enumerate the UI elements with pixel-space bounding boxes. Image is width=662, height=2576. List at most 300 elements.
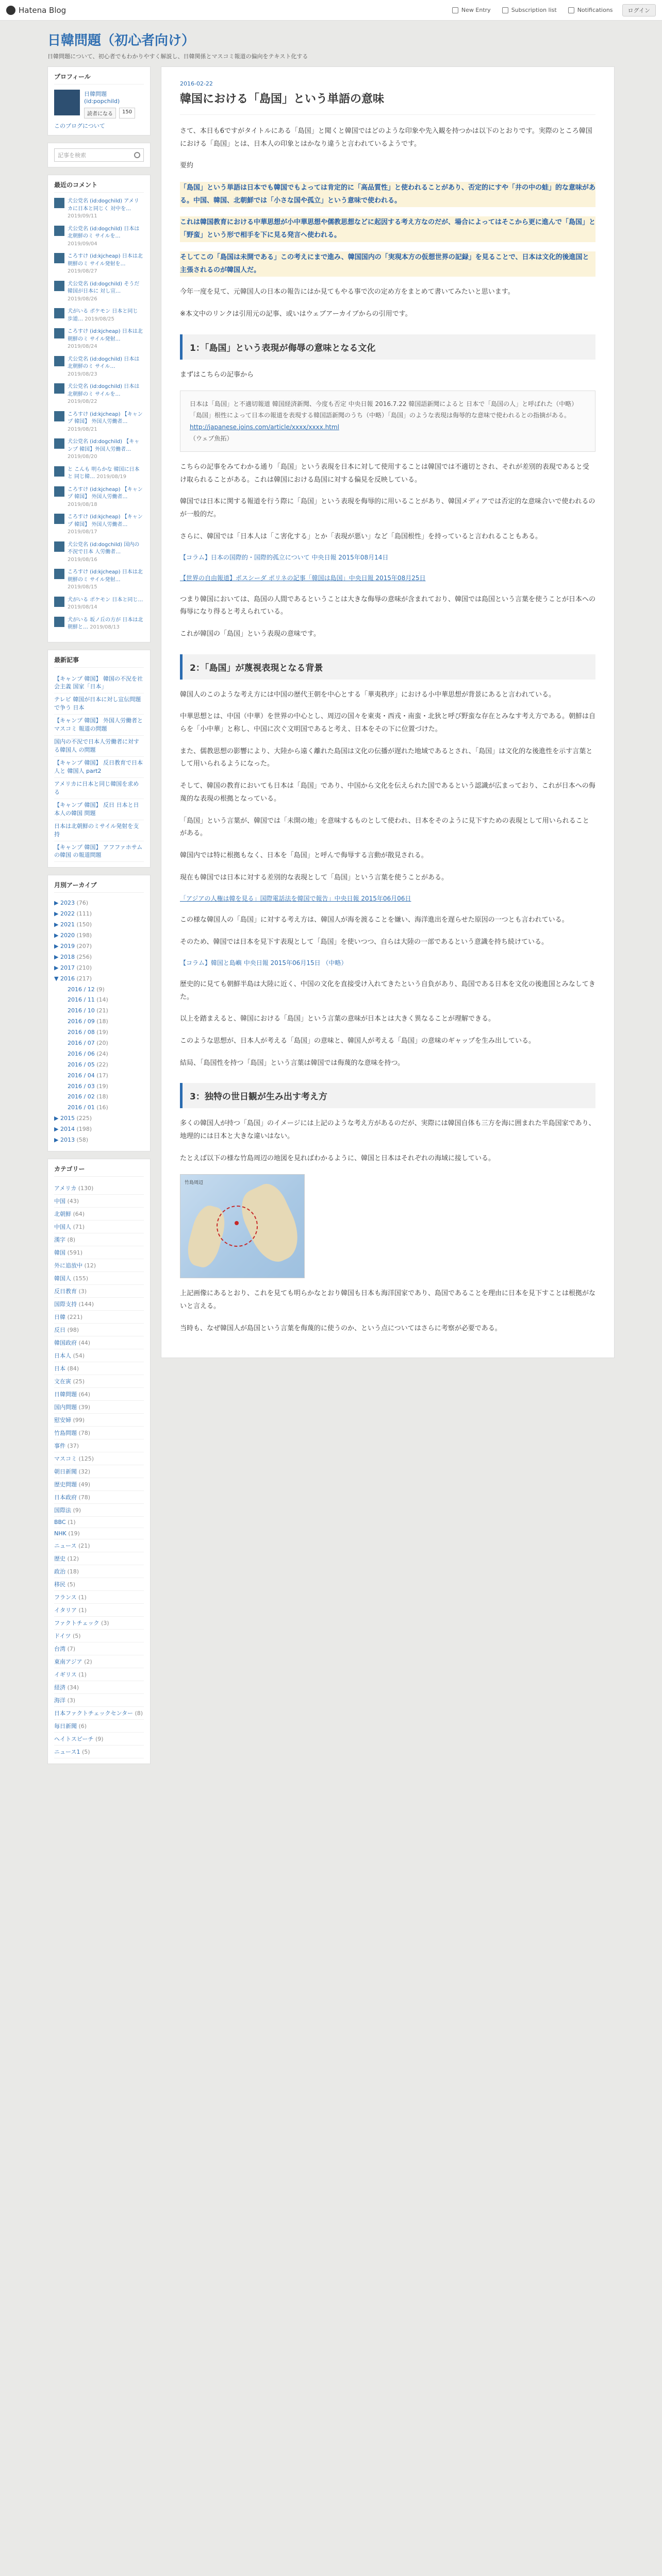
archive-item[interactable]: [54, 1103, 144, 1113]
category-count: (144): [78, 1300, 94, 1308]
category-item[interactable]: [54, 1182, 144, 1195]
archive-item[interactable]: [54, 974, 144, 985]
archive-label: ▶ 2017: [54, 964, 75, 971]
category-label: 外に追放中: [54, 1262, 82, 1269]
recent-list: [54, 673, 144, 862]
comment-item[interactable]: [54, 466, 144, 481]
recent-entry-link[interactable]: 【キャンプ 韓国】 外国人労働者とマスコミ 報道の問題: [54, 715, 144, 736]
category-item[interactable]: [54, 1565, 144, 1578]
comment-date: 2019/08/16: [68, 556, 97, 563]
comment-item[interactable]: [54, 617, 144, 632]
category-item[interactable]: [54, 1336, 144, 1349]
quote-text: 日本は「島国」と不適切報道 韓国経済新聞、今度も否定 中央日報 2016.7.22 韓国語新聞によると 日本で「島国の人」と呼ばれた（中略）「島国」根性によって日本の報道を表現する韓国語新聞のうち（中略）「島国」のような表現は侮辱的な意味で使われるとの指摘がある。: [190, 400, 578, 419]
archive-item[interactable]: [54, 995, 144, 1006]
archive-item[interactable]: [54, 1124, 144, 1135]
body-paragraph: この様な韓国人の「島国」に対する考え方は、韓国人が海を渡ることを嫌い、海洋進出を遅らせた原因の一つとも言われている。: [180, 916, 569, 924]
archive-count: (19): [96, 1029, 108, 1036]
entry-date[interactable]: 2016-02-22: [180, 80, 213, 87]
category-label: 韓国: [54, 1249, 65, 1256]
category-label: ニュース: [54, 1542, 77, 1549]
body-paragraph: ※本文中のリンクは引用元の記事、或いはウェブアーカイブからの引用です。: [180, 310, 412, 318]
sidebar: [47, 66, 151, 1771]
archive-count: (18): [96, 1018, 108, 1025]
category-item[interactable]: [54, 1298, 144, 1311]
archive-count: (17): [96, 1072, 108, 1079]
archive-module: [47, 875, 151, 1151]
archive-label: 2016 / 09: [68, 1018, 95, 1025]
comment-text[interactable]: [68, 198, 144, 221]
comment-avatar[interactable]: [54, 597, 64, 607]
body-paragraph: 結局、「島国性を持つ「島国」という言葉は韓国では侮蔑的な意味を持つ。: [180, 1059, 404, 1067]
comment-text[interactable]: [68, 597, 144, 612]
category-count: (98): [67, 1326, 79, 1333]
topbar: [0, 0, 662, 21]
comment-avatar[interactable]: [54, 308, 64, 318]
notifications-button[interactable]: [568, 7, 613, 13]
section-heading-3: 3：独特の世日観が生み出す考え方: [180, 1083, 595, 1108]
list-icon: [502, 7, 508, 13]
body-paragraph: このような思想が、日本人が考える「島国」の意味と、韓国人が考える「島国」の意味のギャップを生み出している。: [180, 1037, 536, 1045]
category-label: 日本ファクトチェックセンター: [54, 1709, 134, 1717]
category-label: 北朝鮮: [54, 1210, 71, 1217]
comment-text[interactable]: [68, 226, 144, 248]
citation-link[interactable]: 【世界の自由報道】ポスシーダ ポリネの記事「韓国は島国」中央日報 2015年08月25日: [180, 574, 426, 582]
category-count: (32): [78, 1468, 91, 1475]
pencil-icon: [452, 7, 458, 13]
category-item[interactable]: [54, 1642, 144, 1655]
comment-date: 2019/08/23: [68, 371, 97, 377]
archive-item[interactable]: [54, 963, 144, 974]
category-item[interactable]: [54, 1681, 144, 1694]
category-item[interactable]: [54, 1388, 144, 1401]
comment-body: 犬がいる ポケモン 日本と同じ…: [68, 597, 143, 603]
category-item[interactable]: [54, 1349, 144, 1362]
category-label: 海洋: [54, 1697, 65, 1704]
category-item[interactable]: [54, 1311, 144, 1324]
summary-paragraph-3: そしてこの「島国は未開である」この考えにまで進み、韓国国内の「実現本方の仮想世界の記録」を見ることで、日本は文化的後進国と主張されるのが韓国人だ。: [180, 251, 595, 277]
blog-description: 日韓問題について、初心者でもわかりやすく解説し、日韓関係とマスコミ報道の偏向をテキスト化する: [47, 53, 308, 60]
category-item[interactable]: [54, 1427, 144, 1439]
recent-entry-link[interactable]: 【キャンプ 韓国】 反日 日本と日本人の韓国 問題: [54, 799, 144, 820]
search-icon[interactable]: [134, 152, 140, 158]
archive-item[interactable]: [54, 1092, 144, 1103]
category-label: 韓国政府: [54, 1339, 77, 1346]
profile-heading: プロフィール: [54, 72, 144, 84]
category-label: イタリア: [54, 1606, 77, 1614]
category-item[interactable]: [54, 1375, 144, 1388]
category-count: (12): [84, 1262, 96, 1269]
archive-item[interactable]: [54, 1006, 144, 1016]
new-entry-button[interactable]: [452, 7, 491, 13]
recent-entry-link[interactable]: 【キャンプ 韓国】 韓国の不況を社会主義 国家「日本」: [54, 673, 144, 694]
comment-text[interactable]: [68, 438, 144, 461]
archive-item[interactable]: [54, 1081, 144, 1092]
category-label: 日韓: [54, 1313, 65, 1320]
category-item[interactable]: [54, 1272, 144, 1285]
category-item[interactable]: [54, 1452, 144, 1465]
body-paragraph: また、儒教思想の影響により、大陸から遠く離れた島国は文化の伝播が遅れた地域であるとされ、「島国」は文化的な後進性を示す言葉として用いられるようになった。: [180, 747, 593, 768]
category-label: 日韓問題: [54, 1391, 77, 1398]
comment-body: 犬公党名 (id:dogchild) 日本は北朝鮮のミ サイルを…: [68, 384, 140, 397]
archive-label: ▶ 2015: [54, 1115, 75, 1122]
category-item[interactable]: [54, 1285, 144, 1298]
comment-item[interactable]: [54, 253, 144, 276]
body-paragraph: 韓国では日本に関する報道を行う際に「島国」という表現を侮辱的に用いることがあり、韓国メディアでは否定的な意味合いで使われるのが一般的だ。: [180, 498, 595, 519]
citation-link[interactable]: 「アジアの人権は韓を見る」国際電話法を韓国で報告」中央日報 2015年06月06日: [180, 895, 411, 903]
category-label: ニュース1: [54, 1748, 80, 1755]
archive-count: (58): [76, 1136, 89, 1143]
category-label: 文在寅: [54, 1378, 71, 1385]
category-count: (6): [78, 1722, 87, 1730]
comment-avatar[interactable]: [54, 541, 64, 552]
category-count: (1): [78, 1594, 87, 1601]
category-item[interactable]: [54, 1517, 144, 1528]
comment-text[interactable]: [68, 328, 144, 351]
category-label: 反日: [54, 1326, 65, 1333]
comment-text[interactable]: [68, 308, 144, 323]
about-link[interactable]: このブログについて: [54, 123, 105, 129]
comment-avatar[interactable]: [54, 253, 64, 263]
category-item[interactable]: [54, 1491, 144, 1504]
category-count: (99): [73, 1416, 85, 1423]
category-item[interactable]: [54, 1539, 144, 1552]
archive-count: (150): [76, 921, 92, 928]
category-item[interactable]: [54, 1208, 144, 1221]
reader-count[interactable]: 150: [119, 108, 135, 118]
body-paragraph: 歴史的に見ても朝鮮半島は大陸に近く、中国の文化を直接受け入れてきたという自負があり、島国である日本を文化の後進国とみなしてきた。: [180, 980, 595, 1001]
archive-item[interactable]: [54, 898, 144, 909]
comment-text[interactable]: [68, 514, 144, 536]
category-item[interactable]: [54, 1668, 144, 1681]
archive-item[interactable]: [54, 941, 144, 952]
category-item[interactable]: [54, 1720, 144, 1733]
category-label: アメリカ: [54, 1184, 77, 1192]
recent-entry-link[interactable]: 日本は北朝鮮のミサイル発射を支持: [54, 820, 144, 841]
archive-item[interactable]: [54, 1113, 144, 1124]
body-paragraph: 現在も韓国では日本に対する差別的な表現として「島国」という言葉を使うことがある。: [180, 873, 449, 882]
category-item[interactable]: [54, 1246, 144, 1259]
archive-item[interactable]: [54, 985, 144, 995]
archive-label: 2016 / 08: [68, 1029, 95, 1036]
category-item[interactable]: [54, 1439, 144, 1452]
body-paragraph: そのため、韓国では日本を見下す表現として「島国」を使いつつ、自らは大陸の一部であるという意識を持ち続けている。: [180, 938, 548, 946]
blog-title[interactable]: 日韓問題（初心者向け）: [47, 33, 195, 48]
comment-item[interactable]: [54, 438, 144, 461]
category-count: (54): [73, 1352, 85, 1359]
archive-item[interactable]: [54, 1049, 144, 1060]
archive-list: [54, 898, 144, 1145]
archive-label: ▶ 2022: [54, 910, 75, 918]
comment-item[interactable]: [54, 308, 144, 323]
category-count: (39): [78, 1403, 91, 1411]
main-content: [161, 66, 615, 1358]
category-label: 中国人: [54, 1223, 71, 1230]
category-label: 日本人: [54, 1352, 71, 1359]
comment-avatar[interactable]: [54, 514, 64, 524]
comment-avatar[interactable]: [54, 198, 64, 208]
comment-body: ころすけ (id:kjcheap) 【キャンプ 韓国】 外国人労働者…: [68, 514, 143, 528]
entry-title[interactable]: 韓国における「島国」という単語の意味: [180, 90, 595, 115]
brand-label: Hatena Blog: [19, 5, 67, 15]
comment-text[interactable]: [68, 617, 144, 632]
category-count: (125): [78, 1455, 94, 1462]
archive-count: (76): [76, 900, 89, 907]
category-item[interactable]: [54, 1528, 144, 1539]
comment-avatar[interactable]: [54, 281, 64, 291]
subscription-list-button[interactable]: [502, 7, 557, 13]
archive-item[interactable]: [54, 1038, 144, 1049]
comment-item[interactable]: [54, 198, 144, 221]
comment-body: ころすけ (id:kjcheap) 日本は北朝鮮のミ サイル発射…: [68, 329, 143, 342]
archive-item[interactable]: [54, 909, 144, 920]
category-label: 政治: [54, 1568, 65, 1575]
comment-date: 2019/08/19: [96, 474, 127, 480]
archive-label: 2016 / 10: [68, 1007, 95, 1014]
recent-entry-link[interactable]: 【キャンプ 韓国】 反日教育で日本人と 韓国人 part2: [54, 757, 144, 778]
comment-text[interactable]: [68, 569, 144, 591]
category-item[interactable]: [54, 1414, 144, 1427]
archive-label: 2016 / 03: [68, 1082, 95, 1090]
recent-comments-module: [47, 175, 151, 642]
category-item[interactable]: [54, 1617, 144, 1630]
login-button[interactable]: ログイン: [622, 4, 656, 16]
category-count: (221): [67, 1313, 83, 1320]
category-label: ヘイトスピーチ: [54, 1735, 94, 1742]
subscribe-button[interactable]: 読者になる: [84, 108, 116, 118]
category-count: (3): [101, 1619, 109, 1626]
archive-item[interactable]: [54, 1060, 144, 1071]
search-input[interactable]: [54, 148, 144, 162]
recent-entry-link[interactable]: 国内の不況で日本人労働者に対する韓国人 の問題: [54, 736, 144, 757]
comment-avatar[interactable]: [54, 356, 64, 366]
comment-body: と こんも 明らかな 韓国に日本と 同じ韓…: [68, 466, 140, 480]
body-paragraph: つまり韓国においては、島国の人間であるということは大きな侮辱の意味が含まれており、韓国では島国という言葉を使うことが日本への侮辱になり得ると考えられている。: [180, 595, 596, 616]
category-item[interactable]: [54, 1362, 144, 1375]
category-item[interactable]: [54, 1591, 144, 1604]
archive-count: (207): [76, 942, 92, 950]
category-item[interactable]: [54, 1604, 144, 1617]
category-label: BBC: [54, 1518, 66, 1526]
category-count: (78): [78, 1494, 91, 1501]
map-image: [180, 1174, 305, 1278]
comment-item[interactable]: [54, 226, 144, 248]
body-paragraph: こちらの記事をみてわかる通り「島国」という表現を日本に対して使用することは韓国では不適切とされ、それが差別的表現であると受け取られることがある。これは韓国における島国に対する偏見を反映している。: [180, 463, 589, 484]
comment-text[interactable]: [68, 486, 144, 509]
comment-body: ころすけ (id:kjcheap) 日本は北朝鮮のミ サイル発射…: [68, 569, 143, 583]
archive-label: 2016 / 02: [68, 1093, 95, 1100]
comment-date: 2019/08/24: [68, 344, 97, 349]
category-label: 台湾: [54, 1645, 65, 1652]
comment-item[interactable]: [54, 281, 144, 303]
archive-count: (9): [96, 986, 105, 993]
comment-date: 2019/08/21: [68, 426, 97, 432]
category-label: 毎日新聞: [54, 1722, 77, 1730]
archive-item[interactable]: [54, 1027, 144, 1038]
category-item[interactable]: [54, 1655, 144, 1668]
comment-date: 2019/08/20: [68, 454, 97, 460]
archive-item[interactable]: [54, 930, 144, 941]
section-heading-2: 2：「島国」が蔑視表現となる背景: [180, 654, 595, 680]
body-paragraph: これが韓国の「島国」という表現の意味です。: [180, 630, 320, 638]
profile-name[interactable]: 日韓問題 (id:popchild): [84, 91, 120, 105]
comment-item[interactable]: [54, 356, 144, 379]
intro-paragraph: さて、本日も6ですがタイトルにある「島国」と聞くと韓国ではどのような印象や先入観を持つかは以下のとおりです。実際のところ韓国における「島国」とは、日本人の印象とはかなり違うと言われているようです。: [180, 127, 592, 148]
category-item[interactable]: [54, 1552, 144, 1565]
comment-text[interactable]: [68, 383, 144, 406]
category-item[interactable]: [54, 1578, 144, 1591]
comment-body: ころすけ (id:kjcheap) 【キャンプ 韓国】 外国人労働者…: [68, 486, 143, 500]
category-item[interactable]: [54, 1465, 144, 1478]
comment-avatar[interactable]: [54, 383, 64, 394]
summary-paragraph-1: 「島国」という単語は日本でも韓国でもよっては肯定的に「高品質性」と使われることがあり、否定的にすや「井の中の蛙」的な意味がある。中国、韓国、北朝鮮では「小さな国や孤立」という意味で使われる。: [180, 182, 595, 207]
archive-item[interactable]: [54, 952, 144, 963]
archive-item[interactable]: [54, 1071, 144, 1081]
subscription-label: Subscription list: [511, 7, 557, 13]
comment-date: 2019/08/22: [68, 399, 97, 404]
comment-avatar[interactable]: [54, 617, 64, 627]
archive-label: ▶ 2020: [54, 932, 75, 939]
comment-date: 2019/08/18: [68, 501, 97, 507]
comment-item[interactable]: [54, 411, 144, 434]
archive-count: (14): [96, 996, 108, 1004]
comments-heading: 最近のコメント: [54, 180, 144, 193]
comment-avatar[interactable]: [54, 328, 64, 338]
category-item[interactable]: [54, 1195, 144, 1208]
notifications-label: Notifications: [577, 7, 613, 13]
body-paragraph: 韓国内では特に根拠もなく、日本を「島国」と呼んで侮辱する言動が散見される。: [180, 851, 428, 859]
archive-label: 2016 / 11: [68, 996, 95, 1004]
recent-entry-link[interactable]: 【キャンプ 韓国】 アフファホサムの韓国 の報道問題: [54, 841, 144, 862]
category-count: (5): [67, 1581, 76, 1588]
comment-avatar[interactable]: [54, 226, 64, 236]
category-count: (64): [73, 1210, 85, 1217]
archive-label: 2016 / 07: [68, 1039, 95, 1046]
category-label: 韓国人: [54, 1275, 71, 1282]
category-item[interactable]: [54, 1733, 144, 1745]
comment-body: 犬公党名 (id:dogchild) そうだ 韓国が日本に 対し宣…: [68, 281, 140, 294]
comment-text[interactable]: [68, 466, 144, 481]
comment-avatar[interactable]: [54, 569, 64, 579]
category-item[interactable]: [54, 1324, 144, 1336]
comment-item[interactable]: [54, 597, 144, 612]
category-item[interactable]: [54, 1233, 144, 1246]
comment-text[interactable]: [68, 281, 144, 303]
comment-text[interactable]: [68, 411, 144, 434]
area-ring: [217, 1206, 258, 1247]
comment-item[interactable]: [54, 486, 144, 509]
comment-item[interactable]: [54, 569, 144, 591]
category-label: 漢字: [54, 1236, 65, 1243]
category-count: (49): [78, 1481, 91, 1488]
category-item[interactable]: [54, 1259, 144, 1272]
archive-count: (210): [76, 964, 92, 971]
category-item[interactable]: [54, 1694, 144, 1707]
archive-label: 2016 / 05: [68, 1061, 95, 1068]
comment-date: 2019/09/04: [68, 241, 97, 247]
blog-header: [47, 21, 615, 66]
comment-text[interactable]: [68, 541, 144, 564]
category-count: (8): [135, 1709, 143, 1717]
archive-count: (256): [76, 953, 92, 960]
quote-link[interactable]: http://japanese.joins.com/article/xxxx/xxxx.html: [190, 423, 339, 431]
recent-heading: 最新記事: [54, 655, 144, 668]
comment-body: 犬がいる 坂ノ丘の方が 日本は北朝鮮と…: [68, 617, 143, 630]
body-paragraph: 今年一度を見て、元韓国人の日本の報告にはか見てもやる事で次の定め方をまとめて書いてみたいと思います。: [180, 288, 515, 296]
archive-item[interactable]: [54, 1016, 144, 1027]
comment-avatar[interactable]: [54, 411, 64, 421]
category-label: 竹島問題: [54, 1429, 77, 1436]
comment-avatar[interactable]: [54, 466, 64, 477]
archive-item[interactable]: [54, 1135, 144, 1146]
category-label: 朝日新聞: [54, 1468, 77, 1475]
recent-entry-link[interactable]: テレビ 韓国が日本に対し宣伝問題で争う 日本: [54, 693, 144, 715]
comment-date: 2019/09/11: [68, 213, 97, 219]
avatar[interactable]: [54, 90, 80, 115]
category-label: 中国: [54, 1197, 65, 1205]
comment-body: 犬がいる ポケモン 日本と同じ 歩道…: [68, 309, 138, 322]
bell-icon: [568, 7, 574, 13]
category-count: (3): [67, 1697, 76, 1704]
hatena-logo[interactable]: [6, 6, 66, 15]
category-item[interactable]: [54, 1745, 144, 1758]
category-count: (591): [67, 1249, 83, 1256]
archive-heading: 月別アーカイブ: [54, 880, 144, 893]
summary-paragraph-2: これは韓国教育における中華思想が小中華思想や儒教思想などに起因する考え方なのだが、場合によってはそこから更に進んで「島国」と「野蛮」という形で相手を下に見る発言へ使われる。: [180, 216, 595, 242]
category-label: NHK: [54, 1530, 67, 1537]
comment-item[interactable]: [54, 541, 144, 564]
category-label: マスコミ: [54, 1455, 77, 1462]
body-paragraph: 上記画像にあるとおり、これを見ても明らかなとおり韓国も日本も海洋国家であり、島国であることを理由に日本を見下すことは根拠がないと言える。: [180, 1290, 596, 1310]
archive-count: (217): [76, 975, 92, 982]
category-count: (37): [67, 1442, 79, 1449]
archive-label: ▶ 2019: [54, 942, 75, 950]
archive-count: (198): [76, 932, 92, 939]
category-item[interactable]: [54, 1707, 144, 1720]
comment-date: 2019/08/13: [90, 624, 120, 630]
category-item[interactable]: [54, 1630, 144, 1642]
category-count: (9): [95, 1735, 104, 1742]
archive-item[interactable]: [54, 920, 144, 930]
body-paragraph: 多くの韓国人が持つ「島国」のイメージには上記のような考え方があるのだが、実際には韓国自体も三方を海に囲まれた半島国家であり、地理的には日本と大きな違いはない。: [180, 1120, 595, 1140]
comment-item[interactable]: [54, 383, 144, 406]
archive-count: (21): [96, 1007, 108, 1014]
comment-avatar[interactable]: [54, 438, 64, 449]
citation-link[interactable]: 【コラム】日本の国際的・国際的孤立について 中央日報 2015年08月14日: [180, 554, 389, 562]
citation-link[interactable]: 【コラム】韓国と島嶼 中央日報 2015年06月15日 （中略）: [180, 959, 347, 967]
recent-entry-link[interactable]: アメリカに日本と同じ韓国を求める: [54, 778, 144, 799]
category-count: (9): [73, 1506, 81, 1514]
archive-label: 2016 / 01: [68, 1104, 95, 1111]
comment-item[interactable]: [54, 328, 144, 351]
archive-count: (20): [96, 1039, 108, 1046]
comment-text[interactable]: [68, 253, 144, 276]
archive-label: ▶ 2023: [54, 900, 75, 907]
comment-date: 2019/08/26: [68, 296, 97, 302]
category-label: 日本政府: [54, 1494, 77, 1501]
category-count: (1): [78, 1606, 87, 1614]
category-item[interactable]: [54, 1478, 144, 1491]
category-item[interactable]: [54, 1221, 144, 1233]
comment-item[interactable]: [54, 514, 144, 536]
category-item[interactable]: [54, 1504, 144, 1517]
category-count: (78): [78, 1429, 91, 1436]
comment-avatar[interactable]: [54, 486, 64, 497]
comment-date: 2019/08/17: [68, 529, 97, 535]
comment-text[interactable]: [68, 356, 144, 379]
category-count: (155): [73, 1275, 89, 1282]
category-item[interactable]: [54, 1401, 144, 1414]
comment-date: 2019/08/27: [68, 268, 97, 274]
